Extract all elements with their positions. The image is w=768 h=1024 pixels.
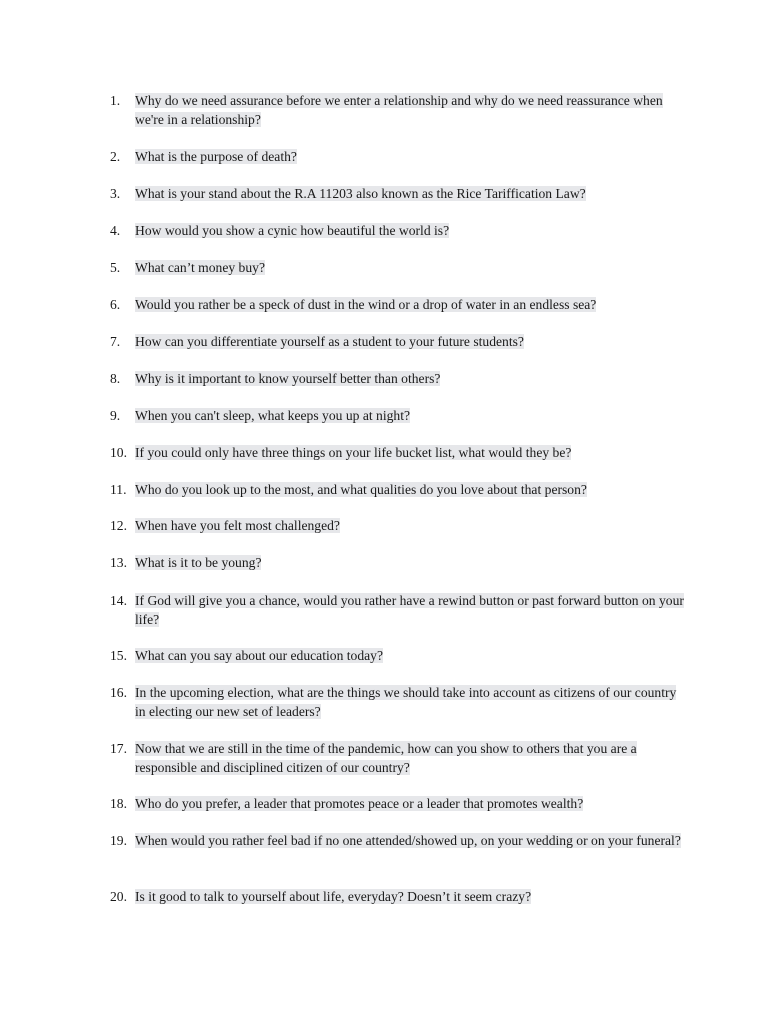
question-item <box>110 684 685 721</box>
question-text: When you can't sleep, what keeps you up at night? <box>135 408 411 423</box>
question-number: 7. <box>110 334 121 349</box>
question-item <box>110 370 685 389</box>
question-item <box>110 92 685 129</box>
question-item <box>110 333 685 352</box>
question-text: What is your stand about the R.A 11203 also known as the Rice Tariffication Law? <box>135 186 586 201</box>
question-text: Why do we need assurance before we enter a relationship and why do we need reassurance when we're in a relationship? <box>135 93 663 127</box>
question-text: Is it good to talk to yourself about life, everyday? Doesn’t it seem crazy? <box>135 889 532 904</box>
question-number: 13. <box>110 555 127 570</box>
question-number: 15. <box>110 648 127 663</box>
question-text: Would you rather be a speck of dust in the wind or a drop of water in an endless sea? <box>135 297 597 312</box>
question-text: In the upcoming election, what are the things we should take into account as citizens of our country in electing our new set of leaders? <box>135 685 677 719</box>
question-text: Now that we are still in the time of the pandemic, how can you show to others that you are a responsible and disciplined citizen of our country? <box>135 741 637 775</box>
question-number: 10. <box>110 445 127 460</box>
question-item <box>110 481 685 500</box>
question-item <box>110 222 685 241</box>
question-text: What is it to be young? <box>135 555 262 570</box>
question-text: Who do you prefer, a leader that promotes peace or a leader that promotes wealth? <box>135 796 584 811</box>
question-number: 17. <box>110 741 127 756</box>
question-number: 9. <box>110 408 121 423</box>
question-item <box>110 185 685 204</box>
question-text: What can’t money buy? <box>135 260 265 275</box>
question-text: How can you differentiate yourself as a student to your future students? <box>135 334 524 349</box>
question-text: When would you rather feel bad if no one attended/showed up, on your wedding or on your funeral? <box>135 833 681 848</box>
question-item <box>110 832 685 851</box>
question-number: 4. <box>110 223 121 238</box>
question-item <box>110 740 685 777</box>
question-item <box>110 259 685 278</box>
question-text: What can you say about our education today? <box>135 648 383 663</box>
question-number: 8. <box>110 371 121 386</box>
question-text: Why is it important to know yourself better than others? <box>135 371 441 386</box>
question-number: 19. <box>110 833 127 848</box>
question-number: 14. <box>110 593 127 608</box>
question-number: 1. <box>110 93 121 108</box>
question-number: 12. <box>110 518 127 533</box>
question-item <box>110 517 685 536</box>
question-text: What is the purpose of death? <box>135 149 297 164</box>
question-text: Who do you look up to the most, and what qualities do you love about that person? <box>135 482 587 497</box>
question-item <box>110 554 685 573</box>
question-number: 20. <box>110 889 127 904</box>
question-item <box>110 795 685 814</box>
question-text: If you could only have three things on your life bucket list, what would they be? <box>135 445 572 460</box>
question-number: 6. <box>110 297 121 312</box>
question-number: 18. <box>110 796 127 811</box>
question-text: How would you show a cynic how beautiful the world is? <box>135 223 450 238</box>
question-number: 16. <box>110 685 127 700</box>
question-text: When have you felt most challenged? <box>135 518 340 533</box>
question-number: 11. <box>110 482 127 497</box>
question-item <box>110 148 685 167</box>
question-number: 2. <box>110 149 121 164</box>
question-number: 3. <box>110 186 121 201</box>
question-item <box>110 444 685 463</box>
question-item <box>110 888 685 907</box>
question-text: If God will give you a chance, would you rather have a rewind button or past forward button on your life? <box>135 593 684 627</box>
question-number: 5. <box>110 260 121 275</box>
question-item <box>110 296 685 315</box>
question-item <box>110 592 685 629</box>
question-item <box>110 647 685 666</box>
question-item <box>110 407 685 426</box>
